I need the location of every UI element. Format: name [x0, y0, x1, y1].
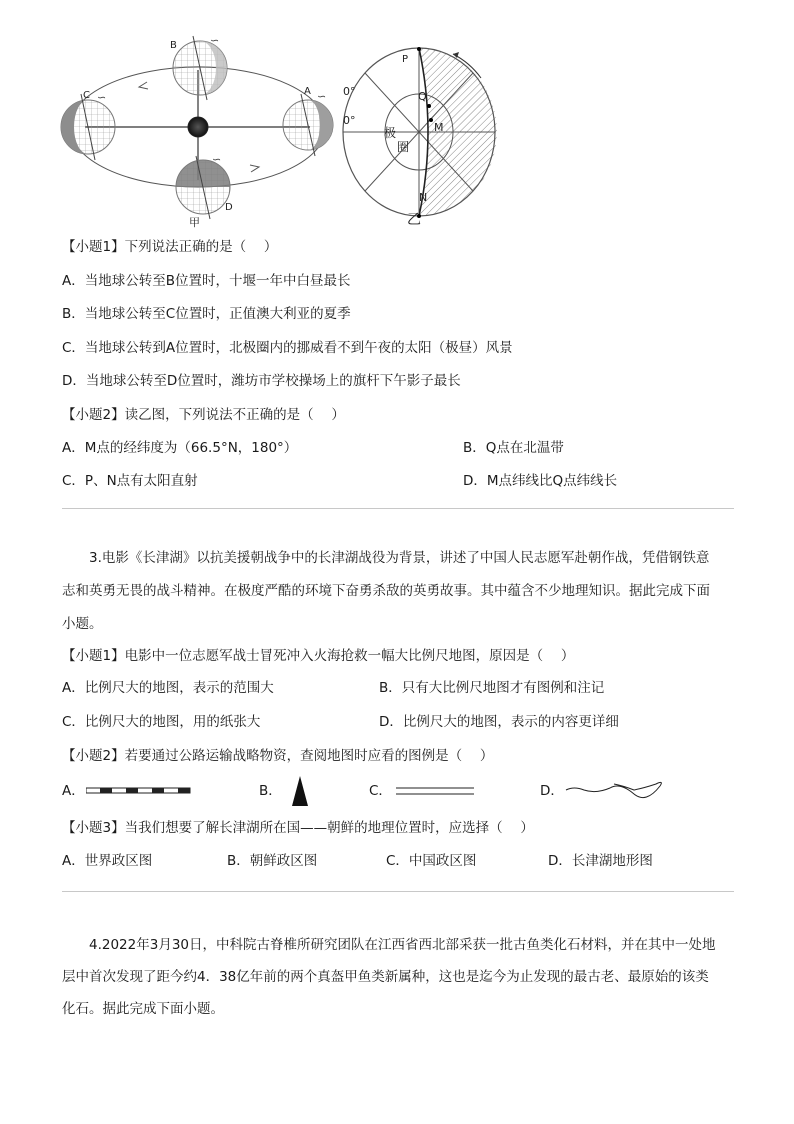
earth-position-c	[61, 91, 115, 160]
q2-sub1-option-b[interactable]: B．当地球公转至C位置时，正值澳大利亚的夏季	[62, 306, 351, 322]
q3-sub1-stem: 【小题1】电影中一位志愿军战士冒死冲入火海抢救一幅大比例尺地图，原因是（ ）	[62, 648, 575, 664]
q3-sub1-option-a[interactable]: A．比例尺大的地图，表示的范围大	[62, 680, 274, 696]
q3-sub2-option-b[interactable]: B．	[259, 783, 282, 799]
figure-jia-orbit-diagram	[55, 30, 340, 230]
q3-sub2-stem: 【小题2】若要通过公路运输战略物资，查阅地图时应看的图例是（ ）	[62, 748, 494, 764]
q2-sub1-stem: 【小题1】下列说法正确的是（ ）	[62, 239, 278, 255]
label-p: P	[402, 54, 409, 65]
q2-sub1-option-d[interactable]: D．当地球公转至D位置时，潍坊市学校操场上的旗杆下午影子最长	[62, 373, 461, 389]
river-lake-symbol	[564, 778, 668, 804]
label-q: Q	[418, 90, 427, 103]
svg-text:∽: ∽	[212, 153, 222, 166]
q3-sub2-option-a[interactable]: A．	[62, 783, 85, 799]
svg-text:∽: ∽	[317, 90, 327, 103]
caption-yi: 乙	[407, 212, 421, 228]
q3-sub3-stem: 【小题3】当我们想要了解长津湖所在国——朝鲜的地理位置时，应选择（ ）	[62, 820, 534, 836]
label-c: C	[83, 90, 90, 101]
q3-sub2-option-c[interactable]: C．	[369, 783, 392, 799]
label-a: A	[304, 86, 311, 97]
q3-sub2-option-d[interactable]: D．	[540, 783, 564, 799]
q2-sub2-option-a[interactable]: A．M点的经纬度为（66.5°N，180°）	[62, 440, 298, 456]
caption-jia: 甲	[189, 216, 200, 229]
label-ji: 极	[384, 126, 397, 140]
q2-sub2-stem: 【小题2】读乙图，下列说法不正确的是（ ）	[62, 407, 345, 423]
q2-sub1-option-a[interactable]: A．当地球公转至B位置时，十堰一年中白昼最长	[62, 273, 351, 289]
q3-sub1-option-b[interactable]: B．只有大比例尺地图才有图例和注记	[379, 680, 605, 696]
road-legend-symbol	[86, 786, 192, 796]
q2-sub2-option-d[interactable]: D．M点纬线比Q点纬线长	[463, 473, 618, 489]
q3-sub1-option-c[interactable]: C．比例尺大的地图，用的纸张大	[62, 714, 261, 730]
earth-position-b	[173, 34, 227, 100]
q3-sub3-option-c[interactable]: C．中国政区图	[386, 853, 477, 869]
label-b: B	[170, 40, 177, 51]
label-quan: 圈	[397, 140, 410, 154]
sun	[188, 117, 208, 137]
q3-sub3-option-a[interactable]: A．世界政区图	[62, 853, 153, 869]
q4-intro-line-3: 化石。据此完成下面小题。	[62, 1001, 224, 1017]
earth-position-d	[176, 153, 230, 219]
divider-2	[62, 891, 734, 892]
divider-1	[62, 508, 734, 509]
q3-sub1-option-d[interactable]: D．比例尺大的地图，表示的内容更详细	[379, 714, 619, 730]
label-n: N	[419, 191, 428, 204]
q3-sub3-option-b[interactable]: B．朝鲜政区图	[227, 853, 318, 869]
q2-sub2-option-c[interactable]: C．P、N点有太阳直射	[62, 473, 198, 489]
q4-intro-line-1: 4.2022年3月30日，中科院古脊椎所研究团队在江西省西北部采获一批古鱼类化石材料，并在其中一处地	[89, 937, 716, 953]
svg-text:∽: ∽	[97, 91, 107, 104]
point-q	[427, 104, 431, 108]
label-d: D	[225, 202, 233, 213]
q4-intro-line-2: 层中首次发现了距今约4．38亿年前的两个真盔甲鱼类新属种，这也是迄今为止发现的最古老、最原始的该类	[62, 969, 709, 985]
q2-sub1-option-c[interactable]: C．当地球公转到A位置时，北极圈内的挪威看不到午夜的太阳（极昼）风景	[62, 340, 513, 356]
svg-text:∽: ∽	[210, 34, 220, 47]
q3-intro-line-2: 志和英勇无畏的战斗精神。在极度严酷的环境下奋勇杀敌的英勇故事。其中蕴含不少地理知识。据此完成下面	[62, 583, 710, 599]
double-line-symbol	[396, 786, 476, 796]
figure-yi-polar-diagram	[335, 30, 505, 230]
q3-intro-line-1: 3.电影《长津湖》以抗美援朝战争中的长津湖战役为背景，讲述了中国人民志愿军赴朝作战，凭借钢铁意	[89, 550, 710, 566]
point-p	[417, 47, 421, 51]
point-m	[429, 118, 433, 122]
earth-position-a	[283, 90, 333, 156]
label-zero-2: 0°	[343, 114, 356, 127]
label-zero-1: 0°	[343, 85, 356, 98]
label-m: M	[434, 121, 444, 134]
mountain-peak-symbol	[292, 776, 308, 808]
q3-sub3-option-d[interactable]: D．长津湖地形图	[548, 853, 653, 869]
q2-sub2-option-b[interactable]: B．Q点在北温带	[463, 440, 564, 456]
q3-intro-line-3: 小题。	[62, 616, 103, 632]
